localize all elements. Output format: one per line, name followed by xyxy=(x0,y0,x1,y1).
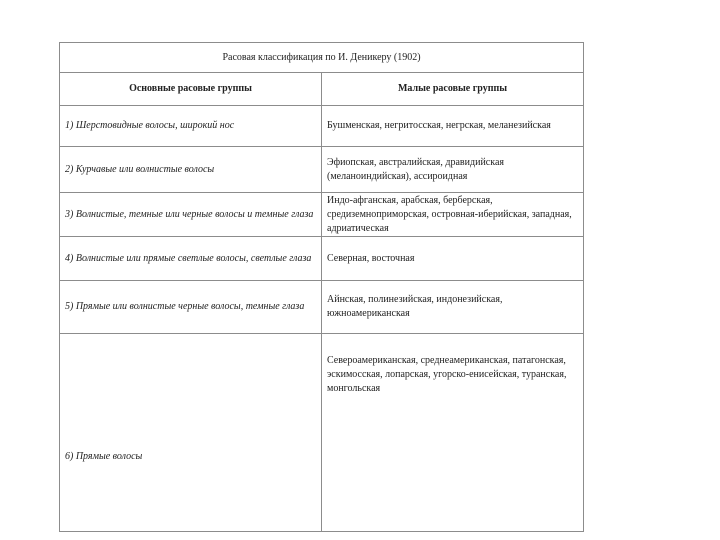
header-minor-groups: Малые расовые группы xyxy=(322,73,584,106)
header-row xyxy=(60,73,584,106)
header-main-groups: Основные расовые группы xyxy=(60,73,322,106)
table-row xyxy=(60,147,584,193)
table-row xyxy=(60,281,584,334)
table-row xyxy=(60,193,584,237)
main-group-cell: 2) Курчавые или волнистые волосы xyxy=(60,147,322,193)
table-row xyxy=(60,106,584,147)
minor-group-cell: Северная, восточная xyxy=(322,237,584,281)
main-group-cell: 4) Волнистые или прямые светлые волосы, светлые глаза xyxy=(60,237,322,281)
main-group-cell: 3) Волнистые, темные или черные волосы и темные глаза xyxy=(60,193,322,237)
minor-group-cell: Индо-афганская, арабская, берберская, средиземноприморская, островная-иберийская, западная, адриатическая xyxy=(322,193,584,237)
minor-group-cell: Бушменская, негритосская, негрская, меланезийская xyxy=(322,106,584,147)
main-group-cell: 5) Прямые или волнистые черные волосы, темные глаза xyxy=(60,281,322,334)
minor-group-cell: Эфиопская, австралийская, дравидийская (меланоиндийская), ассироидная xyxy=(322,147,584,193)
table-title: Расовая классификация по И. Деникеру (1902) xyxy=(60,43,584,73)
minor-group-cell: Айнская, полинезийская, индонезийская, южноамериканская xyxy=(322,281,584,334)
table-row xyxy=(60,334,584,532)
racial-classification-table xyxy=(59,42,584,532)
title-row xyxy=(60,43,584,73)
main-group-cell: 6) Прямые волосы xyxy=(60,334,322,532)
main-group-cell: 1) Шерстовидные волосы, широкий нос xyxy=(60,106,322,147)
minor-group-cell: Североамериканская, среднеамериканская, патагонская, эскимосская, лопарская, угорско-енисейская, туранская, монгольская xyxy=(322,334,584,532)
table-row xyxy=(60,237,584,281)
